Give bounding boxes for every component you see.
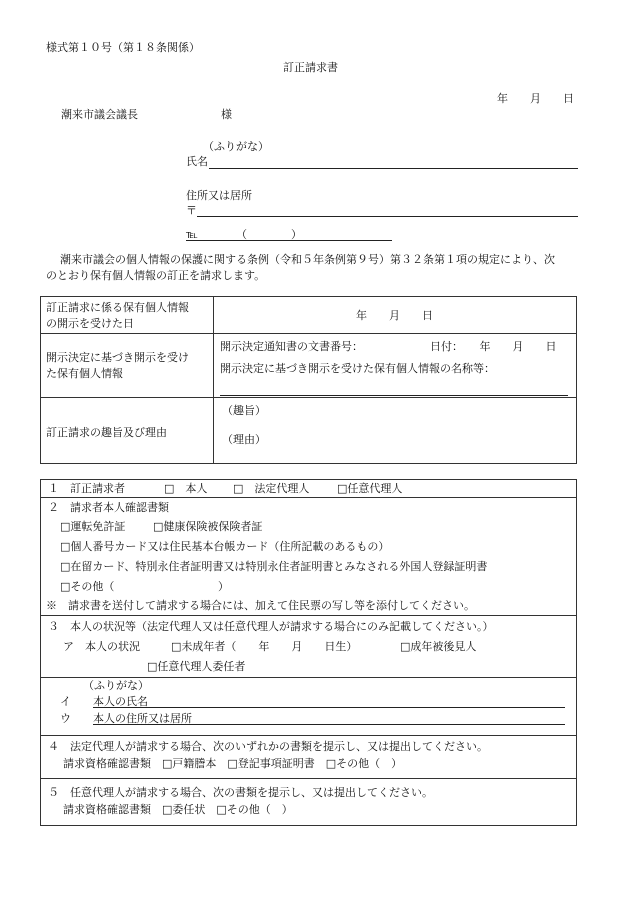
section5-documents[interactable]: 請求資格確認書類 □委任状 □その他（ ） xyxy=(63,803,293,816)
principal-address-label: 本人の住所又は居所 xyxy=(93,712,192,725)
row1-date-value[interactable]: 年 月 日 xyxy=(356,309,433,322)
page-title: 訂正請求書 xyxy=(283,61,338,74)
applicant-address-label: 住所又は居所 xyxy=(186,189,252,202)
id-other-checkbox[interactable]: □その他（ xyxy=(60,580,115,593)
row2-info-name[interactable]: 開示決定に基づき開示を受けた保有個人情報の名称等： xyxy=(220,362,495,375)
status-delegator-checkbox[interactable]: □任意代理人委任者 xyxy=(147,660,246,673)
id-health-insurance-checkbox[interactable]: □健康保険被保険者証 xyxy=(153,520,263,533)
row2-doc-number[interactable]: 開示決定通知書の文書番号： xyxy=(220,340,363,353)
principal-name-label: 本人の氏名 xyxy=(93,695,148,708)
principal-status-label: ア 本人の状況 xyxy=(63,640,140,653)
date-line: 年 月 日 xyxy=(497,92,574,105)
principal-address-mark: ウ xyxy=(60,712,71,725)
applicant-address-field[interactable] xyxy=(197,216,578,217)
section-divider xyxy=(40,735,577,736)
row2-info-name-field[interactable] xyxy=(220,395,568,396)
id-drivers-license-checkbox[interactable]: □運転免許証 xyxy=(60,520,126,533)
tel-parens: （ ） xyxy=(236,228,302,241)
section4-documents[interactable]: 請求資格確認書類 □戸籍謄本 □登記事項証明書 □その他（ ） xyxy=(63,757,403,770)
id-mynumber-card-checkbox[interactable]: □個人番号カード又は住民基本台帳カード（住所記載のあるもの） xyxy=(60,540,390,553)
table-row-divider xyxy=(40,397,577,398)
form-number: 様式第１０号（第１８条関係） xyxy=(46,41,200,54)
row2-date[interactable]: 日付： 年 月 日 xyxy=(430,340,557,353)
postal-mark: 〒 xyxy=(186,204,197,217)
section-divider xyxy=(40,778,577,779)
row2-label-line1: 開示決定に基づき開示を受け xyxy=(46,351,189,364)
section3-label: ３ 本人の状況等（法定代理人又は任意代理人が請求する場合にのみ記載してください。） xyxy=(48,620,494,633)
table-row-divider xyxy=(40,333,577,334)
section-divider xyxy=(40,497,577,498)
requester-voluntary-agent-checkbox[interactable]: □任意代理人 xyxy=(337,482,403,495)
status-adult-ward-checkbox[interactable]: □成年被後見人 xyxy=(400,640,477,653)
requester-self-checkbox[interactable]: □ 本人 xyxy=(164,482,208,495)
intro-line-1: 潮来市議会の個人情報の保護に関する条例（令和５年条例第９号）第３２条第１項の規定により、次 xyxy=(60,253,555,266)
principal-name-mark: イ xyxy=(60,695,71,708)
id-other-close: ） xyxy=(218,580,229,593)
section5-label: ５ 任意代理人が請求する場合、次の書類を提示し、又は提出してください。 xyxy=(48,786,433,799)
section-divider xyxy=(40,677,577,678)
row3-purpose[interactable]: （趣旨） xyxy=(222,404,266,417)
table-divider xyxy=(213,296,214,464)
honorific: 様 xyxy=(221,108,232,121)
row1-label-line2: の開示を受けた日 xyxy=(46,317,134,330)
intro-line-2: のとおり保有個人情報の訂正を請求します。 xyxy=(46,269,266,282)
requester-legal-agent-checkbox[interactable]: □ 法定代理人 xyxy=(233,482,310,495)
section1-label: １ 訂正請求者 xyxy=(48,482,125,495)
section2-label: ２ 請求者本人確認書類 xyxy=(48,501,169,514)
row3-reason[interactable]: （理由） xyxy=(222,433,266,446)
principal-address-field[interactable] xyxy=(93,724,565,725)
principal-name-field[interactable] xyxy=(93,707,565,708)
row3-label: 訂正請求の趣旨及び理由 xyxy=(46,426,167,439)
row1-label-line1: 訂正請求に係る保有個人情報 xyxy=(46,301,189,314)
id-residence-card-checkbox[interactable]: □在留カード、特別永住者証明書又は特別永住者証明書とみなされる外国人登録証明書 xyxy=(60,560,488,573)
section4-label: ４ 法定代理人が請求する場合、次のいずれかの書類を提示し、又は提出してください。 xyxy=(48,740,488,753)
addressee: 潮来市議会議長 xyxy=(61,108,138,121)
applicant-tel-field[interactable] xyxy=(186,240,392,241)
row2-label-line2: た保有個人情報 xyxy=(46,367,123,380)
tel-label: ℡ xyxy=(186,228,198,241)
section-divider xyxy=(40,615,577,616)
principal-furigana: （ふりがな） xyxy=(83,679,149,692)
section2-note: ※ 請求書を送付して請求する場合には、加えて住民票の写し等を添付してください。 xyxy=(46,599,475,612)
applicant-furigana: （ふりがな） xyxy=(203,140,269,153)
applicant-name-field[interactable] xyxy=(209,168,578,169)
applicant-name-label: 氏名 xyxy=(186,155,208,168)
status-minor-checkbox[interactable]: □未成年者（ 年 月 日生） xyxy=(171,640,358,653)
